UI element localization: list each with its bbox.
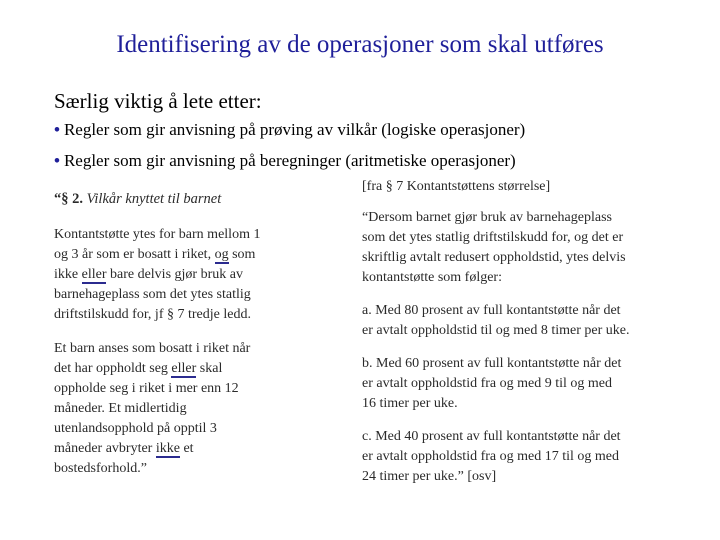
item-b [362, 354, 697, 414]
text-line: kontantstøtte som følger: [362, 270, 502, 285]
subtitle: Særlig viktig å lete etter: [54, 89, 262, 113]
underlined-word-eller: eller [81, 267, 107, 282]
left-column-law-text [54, 189, 324, 493]
underlined-word-eller: eller [171, 361, 197, 376]
text-line: Kontantstøtte ytes for barn mellom 1 [54, 227, 261, 242]
source-reference: [fra § 7 Kontantstøttens størrelse] [362, 179, 551, 194]
text-line: c. Med 40 prosent av full kontantstøtte når det [362, 429, 621, 444]
text-line: Et barn anses som bosatt i riket når [54, 341, 251, 356]
text-line: er avtalt oppholdstid fra og med 9 til og med [362, 376, 613, 391]
paragraph-2 [54, 339, 324, 479]
text-line: og 3 år som er bosatt i riket, og som [54, 247, 256, 262]
text-line: b. Med 60 prosent av full kontantstøtte når det [362, 356, 622, 371]
bullet-item-arithmetic [54, 151, 516, 171]
text-line: 16 timer per uke. [362, 396, 458, 411]
underlined-word-og: og [214, 247, 229, 262]
item-a [362, 301, 697, 341]
underlined-word-ikke: ikke [155, 441, 180, 456]
bullet-text: Regler som gir anvisning på prøving av vilkår (logiske operasjoner) [63, 120, 526, 139]
text-line: måneder avbryter ikke et [54, 441, 194, 456]
bullet-item-logical [54, 120, 525, 140]
text-line: som det ytes statlig driftstilskudd for, og det er [362, 230, 624, 245]
intro-paragraph [362, 208, 697, 288]
text-line: er avtalt oppholdstid til og med 8 timer per uke. [362, 323, 630, 338]
right-column-law-text [362, 177, 697, 500]
bullet-icon: • [54, 120, 60, 139]
page-title: Identifisering av de operasjoner som skal utføres [116, 31, 604, 58]
text-line: måneder. Et midlertidig [54, 401, 187, 416]
text-line: ikke eller bare delvis gjør bruk av [54, 267, 243, 282]
text-line: oppholde seg i riket i mer enn 12 [54, 381, 239, 396]
paragraph-1 [54, 225, 324, 325]
text-line: driftstilskudd for, jf § 7 tredje ledd. [54, 307, 251, 322]
section-number: “§ 2. [54, 191, 83, 207]
text-line: barnehageplass som det ytes statlig [54, 287, 251, 302]
text-line: utenlandsopphold på opptil 3 [54, 421, 217, 436]
text-line: a. Med 80 prosent av full kontantstøtte når det [362, 303, 621, 318]
section-title: Vilkår knyttet til barnet [86, 191, 222, 207]
text-line: bostedsforhold.” [54, 461, 147, 476]
text-line: 24 timer per uke.” [osv] [362, 469, 497, 484]
bullet-icon: • [54, 151, 60, 170]
text-line: “Dersom barnet gjør bruk av barnehageplass [362, 210, 612, 225]
bullet-text: Regler som gir anvisning på beregninger (aritmetiske operasjoner) [63, 151, 516, 170]
text-line: skriftlig avtalt redusert oppholdstid, ytes delvis [362, 250, 626, 265]
text-line: er avtalt oppholdstid fra og med 17 til og med [362, 449, 620, 464]
section-heading [54, 189, 324, 209]
text-line: det har oppholdt seg eller skal [54, 361, 223, 376]
item-c [362, 427, 697, 487]
